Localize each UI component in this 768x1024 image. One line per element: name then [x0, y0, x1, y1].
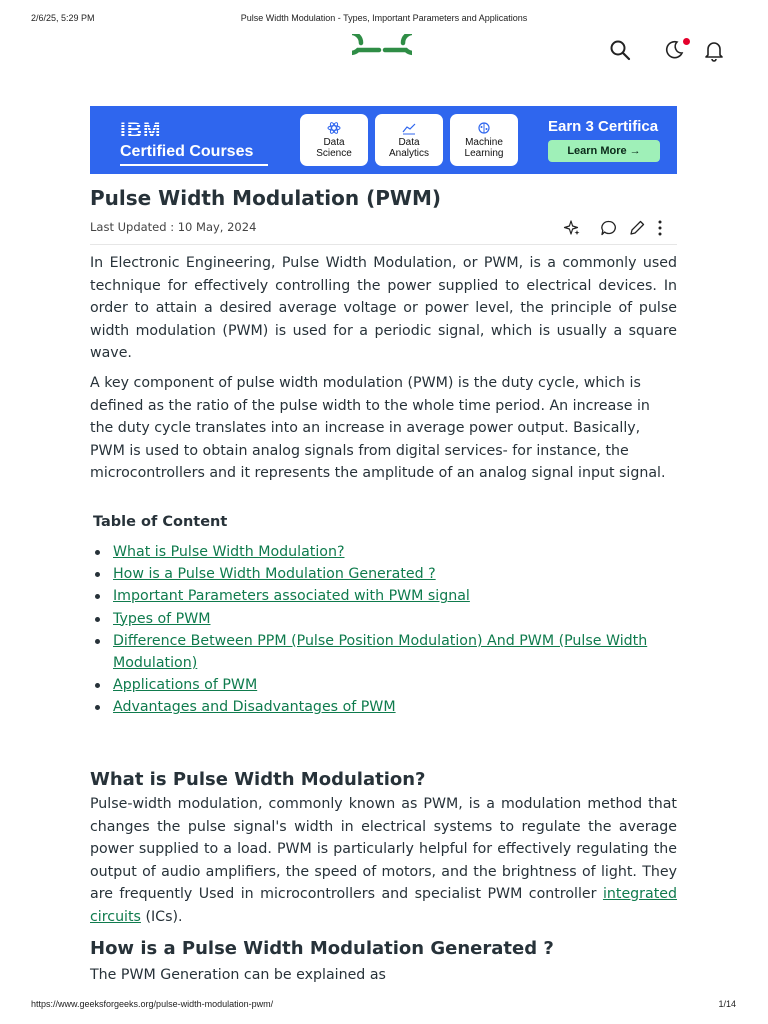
ad-banner[interactable] [90, 106, 677, 174]
tagline-underline [120, 164, 268, 166]
toc-list [93, 541, 683, 719]
header-divider [90, 244, 677, 245]
section1-tail: (ICs). [140, 908, 183, 925]
course-line2: Learning [464, 148, 504, 159]
section-heading-how-generated: How is a Pulse Width Modulation Generated ? [90, 938, 554, 959]
bell-icon[interactable] [702, 38, 726, 62]
section1-paragraph [90, 793, 677, 928]
toc-link-applications[interactable]: Applications of PWM [113, 677, 258, 694]
toc-title: Table of Content [93, 514, 228, 530]
last-updated: Last Updated : 10 May, 2024 [90, 220, 257, 234]
section2-paragraph: The PWM Generation can be explained as [90, 967, 386, 983]
print-footer [0, 999, 768, 1011]
toc-item [93, 630, 683, 674]
print-url: https://www.geeksforgeeks.org/pulse-width-modulation-pwm/ [31, 999, 274, 1009]
comment-icon[interactable] [600, 219, 618, 237]
toc-link-how-generated[interactable]: How is a Pulse Width Modulation Generated ? [113, 566, 436, 583]
toc-link-types[interactable]: Types of PWM [113, 610, 211, 627]
learn-more-label: Learn More [567, 145, 627, 157]
print-page-number: 1/14 [718, 999, 736, 1009]
course-card-data-analytics[interactable] [375, 114, 443, 166]
atom-icon [327, 121, 341, 135]
print-doc-title: Pulse Width Modulation - Types, Important Parameters and Applications [240, 13, 528, 23]
toc-item [93, 608, 683, 630]
integrated-circuits-link[interactable]: integrated circuits [90, 886, 678, 925]
section-heading-what-is-pwm: What is Pulse Width Modulation? [90, 769, 426, 790]
toc-item [93, 674, 683, 696]
print-datetime: 2/6/25, 5:29 PM [31, 13, 95, 23]
print-header [0, 13, 768, 25]
intro-paragraph-1: In Electronic Engineering, Pulse Width Modulation, or PWM, is a commonly used technique for effectively controlling the power supplied to electrical devices. In order to attain a desired average voltage or power level, the principle of pulse width modulation (PWM) is used for a periodic signal, which is usually a square wave. [90, 255, 677, 361]
search-icon[interactable] [608, 38, 632, 62]
course-card-data-science[interactable] [300, 114, 368, 166]
banner-tagline: Certified Courses [120, 143, 254, 160]
chart-icon [402, 121, 416, 135]
brain-icon [477, 121, 491, 135]
geeksforgeeks-logo[interactable] [352, 34, 412, 66]
edit-pencil-icon[interactable] [628, 219, 646, 237]
learn-more-button[interactable] [548, 140, 660, 162]
arrow-right-icon: → [629, 145, 641, 157]
toc-item [93, 696, 683, 718]
banner-headline: Earn 3 Certifica [548, 118, 659, 135]
toc-link-what-is-pwm[interactable]: What is Pulse Width Modulation? [113, 544, 345, 560]
course-card-machine-learning[interactable] [450, 114, 518, 166]
course-line1: Machine [465, 137, 503, 148]
toc-item [93, 541, 683, 563]
more-vertical-icon[interactable] [651, 219, 669, 237]
sparkle-icon[interactable] [563, 219, 581, 237]
toc-item [93, 585, 683, 607]
notification-dot [683, 38, 690, 45]
toc-item [93, 563, 683, 585]
toc-link-ppm-vs-pwm[interactable]: Difference Between PPM (Pulse Position Modulation) And PWM (Pulse Width Modulation) [113, 632, 648, 672]
intro-paragraph-2: A key component of pulse width modulation (PWM) is the duty cycle, which is defined as the ratio of the pulse width to the whole time period. An increase in the duty cycle translates into an increase in average power output. Basically, PWM is used to obtain analog signals from digital services- for instance, the microcontrollers and it represents the amplitude of an analog signal input signal. [90, 375, 666, 481]
course-line2: Analytics [388, 148, 429, 159]
toc-link-advantages[interactable]: Advantages and Disadvantages of PWM [113, 699, 396, 716]
ibm-logo: IBM [120, 119, 162, 142]
course-line2: Science [316, 148, 352, 159]
article-title: Pulse Width Modulation (PWM) [90, 186, 441, 210]
section1-text: Pulse-width modulation, commonly known as PWM, is a modulation method that changes the pulse signal's width in electrical systems to regulate the average power supplied to a load. PWM is particularly helpful for effectively regulating the output of audio amplifiers, the speed of motors, and the brightness of light. They are frequently Used in microcontrollers and specialist PWM controller [90, 796, 677, 902]
site-header [0, 30, 768, 70]
toc-link-parameters[interactable]: Important Parameters associated with PWM signal [113, 588, 470, 605]
course-line1: Data [398, 137, 420, 148]
course-line1: Data [323, 137, 345, 148]
